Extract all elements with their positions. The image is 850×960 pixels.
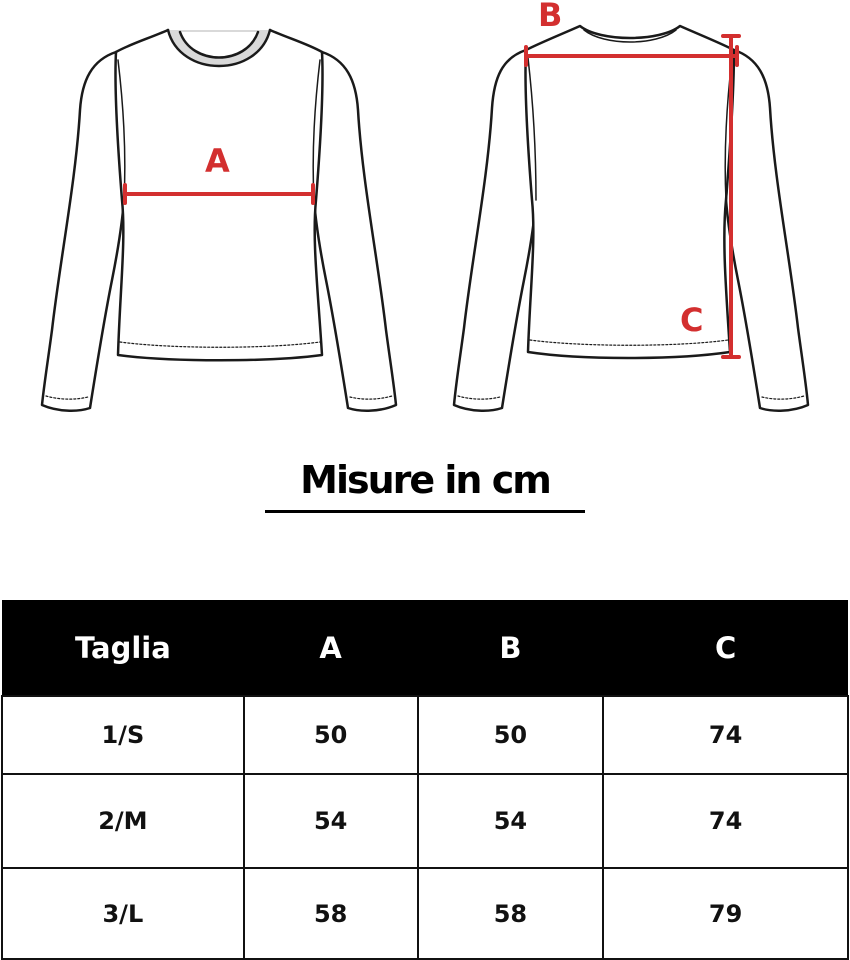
shirt-back-illustration <box>454 26 808 411</box>
cell-a: 58 <box>244 868 418 959</box>
title-underline <box>265 510 585 513</box>
cell-b: 54 <box>418 774 604 868</box>
cell-b: 58 <box>418 868 604 959</box>
table-row <box>2 868 848 959</box>
label-b: B <box>538 0 563 34</box>
cell-size: 3/L <box>2 868 244 959</box>
cell-a: 54 <box>244 774 418 868</box>
cell-c: 74 <box>603 774 848 868</box>
cell-size: 1/S <box>2 696 244 774</box>
cell-c: 79 <box>603 868 848 959</box>
label-a: A <box>205 142 230 180</box>
cell-b: 50 <box>418 696 604 774</box>
cell-c: 74 <box>603 696 848 774</box>
header-taglia: Taglia <box>2 600 244 696</box>
page-title: Misure in cm <box>300 458 550 502</box>
cell-size: 2/M <box>2 774 244 868</box>
table-header-row <box>2 600 848 696</box>
shirt-front-illustration <box>42 30 396 411</box>
header-a: A <box>244 600 418 696</box>
size-table <box>1 600 849 960</box>
header-b: B <box>418 600 604 696</box>
label-c: C <box>680 301 704 339</box>
header-c: C <box>603 600 848 696</box>
cell-a: 50 <box>244 696 418 774</box>
table-row <box>2 696 848 774</box>
size-diagram <box>0 0 850 440</box>
table-row <box>2 774 848 868</box>
